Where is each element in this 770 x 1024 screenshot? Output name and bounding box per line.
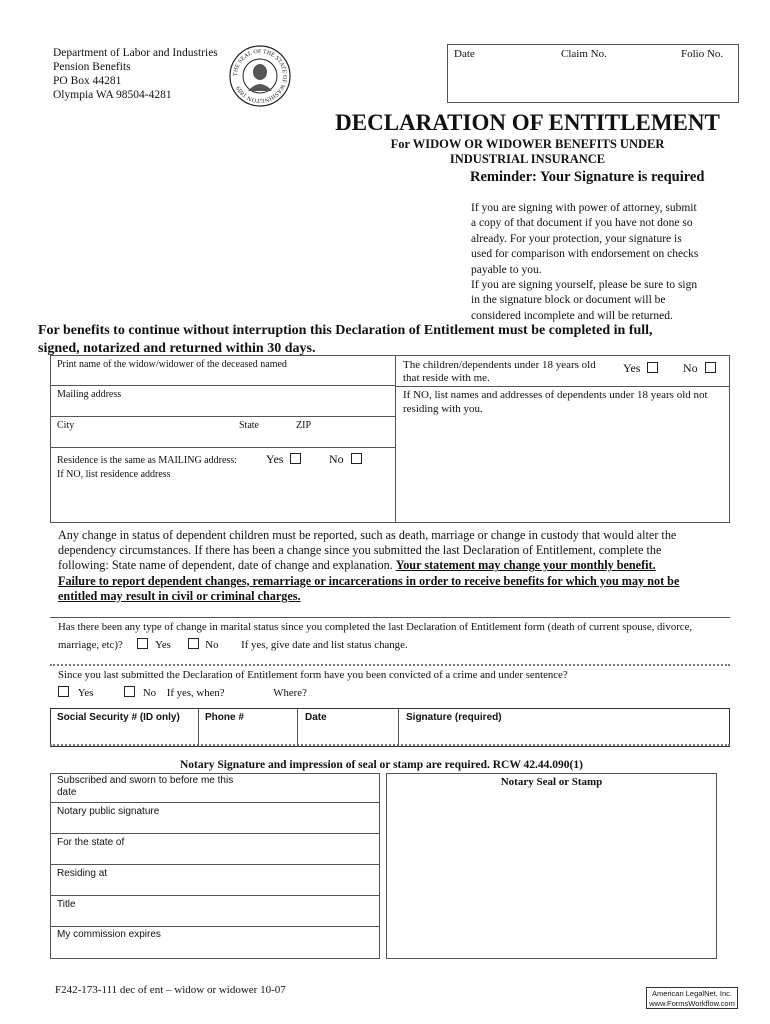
- notary-title-field[interactable]: Title: [57, 899, 76, 910]
- marital-status-row: [58, 638, 408, 651]
- signature-field[interactable]: Signature (required): [406, 712, 502, 723]
- conviction-no-label: No: [142, 687, 157, 699]
- conviction-question: Since you last submitted the Declaration of Entitlement form have you been convicted of a crime and under sentence?: [58, 669, 568, 681]
- notary-residing-field[interactable]: Residing at: [57, 868, 108, 879]
- state-seal: [229, 45, 291, 107]
- notary-heading: Notary Signature and impression of seal or stamp are required. RCW 42.44.090(1): [180, 759, 583, 771]
- date-label: Date: [454, 48, 475, 60]
- marital-no-checkbox[interactable]: [188, 638, 199, 649]
- instruction-line: in the signature block or document will be: [471, 294, 666, 307]
- divider: [50, 617, 730, 618]
- state-field[interactable]: State: [239, 420, 259, 431]
- benefit-change-warning: Your statement may change your monthly benefit.: [395, 558, 656, 573]
- signing-instructions: [471, 201, 726, 324]
- marital-if-yes-instruction: If yes, give date and list status change.: [241, 639, 408, 651]
- conviction-row: [58, 686, 307, 699]
- dependents-instruction-line-1: If NO, list names and addresses of dependents under 18 years old not: [403, 389, 708, 401]
- subscribed-label-2: date: [57, 787, 77, 798]
- residence-yes-option[interactable]: [266, 452, 301, 467]
- change-line-1: Any change in status of dependent children must be reported, such as death, marriage or change in custody that would alter the: [58, 528, 677, 542]
- state-seal-graphic: [229, 45, 291, 107]
- children-yes-option[interactable]: [623, 361, 658, 376]
- conviction-when-field[interactable]: If yes, when?: [166, 687, 225, 699]
- conviction-where-field[interactable]: Where?: [273, 687, 307, 699]
- agency-line-2: Pension Benefits: [53, 61, 131, 73]
- dependent-change-notice: [58, 528, 679, 604]
- agency-line-3: PO Box 44281: [53, 75, 122, 87]
- instruction-line: used for comparison with endorsement on checks: [471, 248, 699, 261]
- mailing-address-field[interactable]: Mailing address: [57, 389, 122, 400]
- phone-field[interactable]: Phone #: [205, 712, 244, 723]
- conviction-no-checkbox[interactable]: [124, 686, 135, 697]
- children-no-option[interactable]: [683, 361, 716, 376]
- children-yes-label: Yes: [623, 361, 641, 375]
- instruction-line: considered incomplete and will be returned.: [471, 309, 673, 322]
- signature-date-field[interactable]: Date: [305, 712, 327, 723]
- instruction-line: If you are signing yourself, please be sure to sign: [471, 279, 698, 292]
- widow-name-field[interactable]: Print name of the widow/widower of the deceased named: [57, 359, 287, 370]
- residence-no-option[interactable]: [329, 452, 362, 467]
- ssn-field[interactable]: Social Security # (ID only): [57, 712, 180, 723]
- claim-no-label: Claim No.: [561, 48, 607, 60]
- folio-no-label: Folio No.: [681, 48, 724, 60]
- marital-yes-checkbox[interactable]: [137, 638, 148, 649]
- dependents-list-field[interactable]: [403, 389, 725, 519]
- commission-expires-field[interactable]: My commission expires: [57, 929, 161, 940]
- agency-address: [53, 46, 218, 102]
- deadline-notice: [38, 322, 653, 358]
- form-title: DECLARATION OF ENTITLEMENT: [335, 110, 720, 135]
- change-line-2: dependency circumstances. If there has been a change since you submitted the last Declaration of Entitlement, complete the: [58, 543, 662, 558]
- agency-line-1: Department of Labor and Industries: [53, 47, 218, 59]
- marital-question-end: marriage, etc)?: [58, 639, 123, 651]
- marital-answer-line[interactable]: [50, 664, 730, 666]
- change-line-3: following: State name of dependent, date of change and explanation.: [58, 558, 396, 573]
- children-yes-checkbox[interactable]: [647, 362, 658, 373]
- residence-no-checkbox[interactable]: [351, 453, 362, 464]
- notary-state-field[interactable]: For the state of: [57, 837, 125, 848]
- instruction-line: If you are signing with power of attorney, submit: [471, 202, 697, 214]
- children-question-line-1: The children/dependents under 18 years old: [403, 359, 596, 371]
- children-no-checkbox[interactable]: [705, 362, 716, 373]
- notary-seal-label: Notary Seal or Stamp: [500, 776, 603, 788]
- legalnet-name: American LegalNet, Inc.: [651, 989, 733, 998]
- zip-field[interactable]: ZIP: [296, 420, 311, 431]
- penalty-warning-line-1: Failure to report dependent changes, remarriage or incarcerations in order to receive benefits for which you may not be: [58, 573, 680, 588]
- conviction-yes-checkbox[interactable]: [58, 686, 69, 697]
- city-field[interactable]: City: [57, 420, 75, 431]
- residence-address-field[interactable]: If NO, list residence address: [57, 469, 171, 480]
- conviction-yes-label: Yes: [77, 687, 94, 699]
- dependents-instruction-line-2: residing with you.: [403, 402, 483, 415]
- subscribed-label-1: Subscribed and sworn to before me this: [57, 775, 234, 786]
- residence-yes-label: Yes: [266, 452, 284, 466]
- residence-same-question: Residence is the same as MAILING address:: [57, 455, 237, 466]
- form-subtitle-1: For WIDOW OR WIDOWER BENEFITS UNDER: [390, 137, 665, 151]
- marital-status-question: Has there been any type of change in marital status since you completed the last Declaration of Entitlement form (death of current spouse, divorce,: [58, 621, 693, 633]
- notary-signature-field[interactable]: Notary public signature: [57, 806, 160, 817]
- instruction-line: already. For your protection, your signature is: [471, 232, 682, 245]
- children-question: [403, 359, 618, 385]
- instruction-line: payable to you.: [471, 263, 542, 276]
- marital-no-label: No: [205, 639, 219, 651]
- seal-lettering: THE SEAL OF THE STATE OF WASHINGTON 1889: [232, 48, 288, 104]
- marital-yes-label: Yes: [155, 639, 171, 651]
- signature-reminder: Reminder: Your Signature is required: [470, 169, 705, 185]
- deadline-notice-line-1: For benefits to continue without interruption this Declaration of Entitlement must be completed in full,: [38, 323, 653, 338]
- children-question-line-2: that reside with me.: [403, 372, 490, 384]
- instruction-line: a copy of that document if you have not done so: [471, 217, 693, 230]
- form-subtitle-2: INDUSTRIAL INSURANCE: [449, 152, 606, 166]
- legalnet-url: www.FormsWorkflow.com: [649, 998, 735, 1008]
- residence-no-label: No: [329, 452, 344, 466]
- deadline-notice-line-2: signed, notarized and returned within 30 days.: [38, 341, 316, 356]
- penalty-warning-line-2: entitled may result in civil or criminal charges.: [58, 588, 301, 603]
- agency-line-4: Olympia WA 98504-4281: [53, 89, 172, 101]
- residence-yes-checkbox[interactable]: [290, 453, 301, 464]
- children-no-label: No: [683, 361, 698, 375]
- subscribed-sworn-field[interactable]: [57, 775, 375, 801]
- form-identifier: F242-173-111 dec of ent – widow or widower 10-07: [55, 984, 286, 996]
- legalnet-badge: [646, 987, 738, 1009]
- notary-seal-area[interactable]: [386, 773, 717, 959]
